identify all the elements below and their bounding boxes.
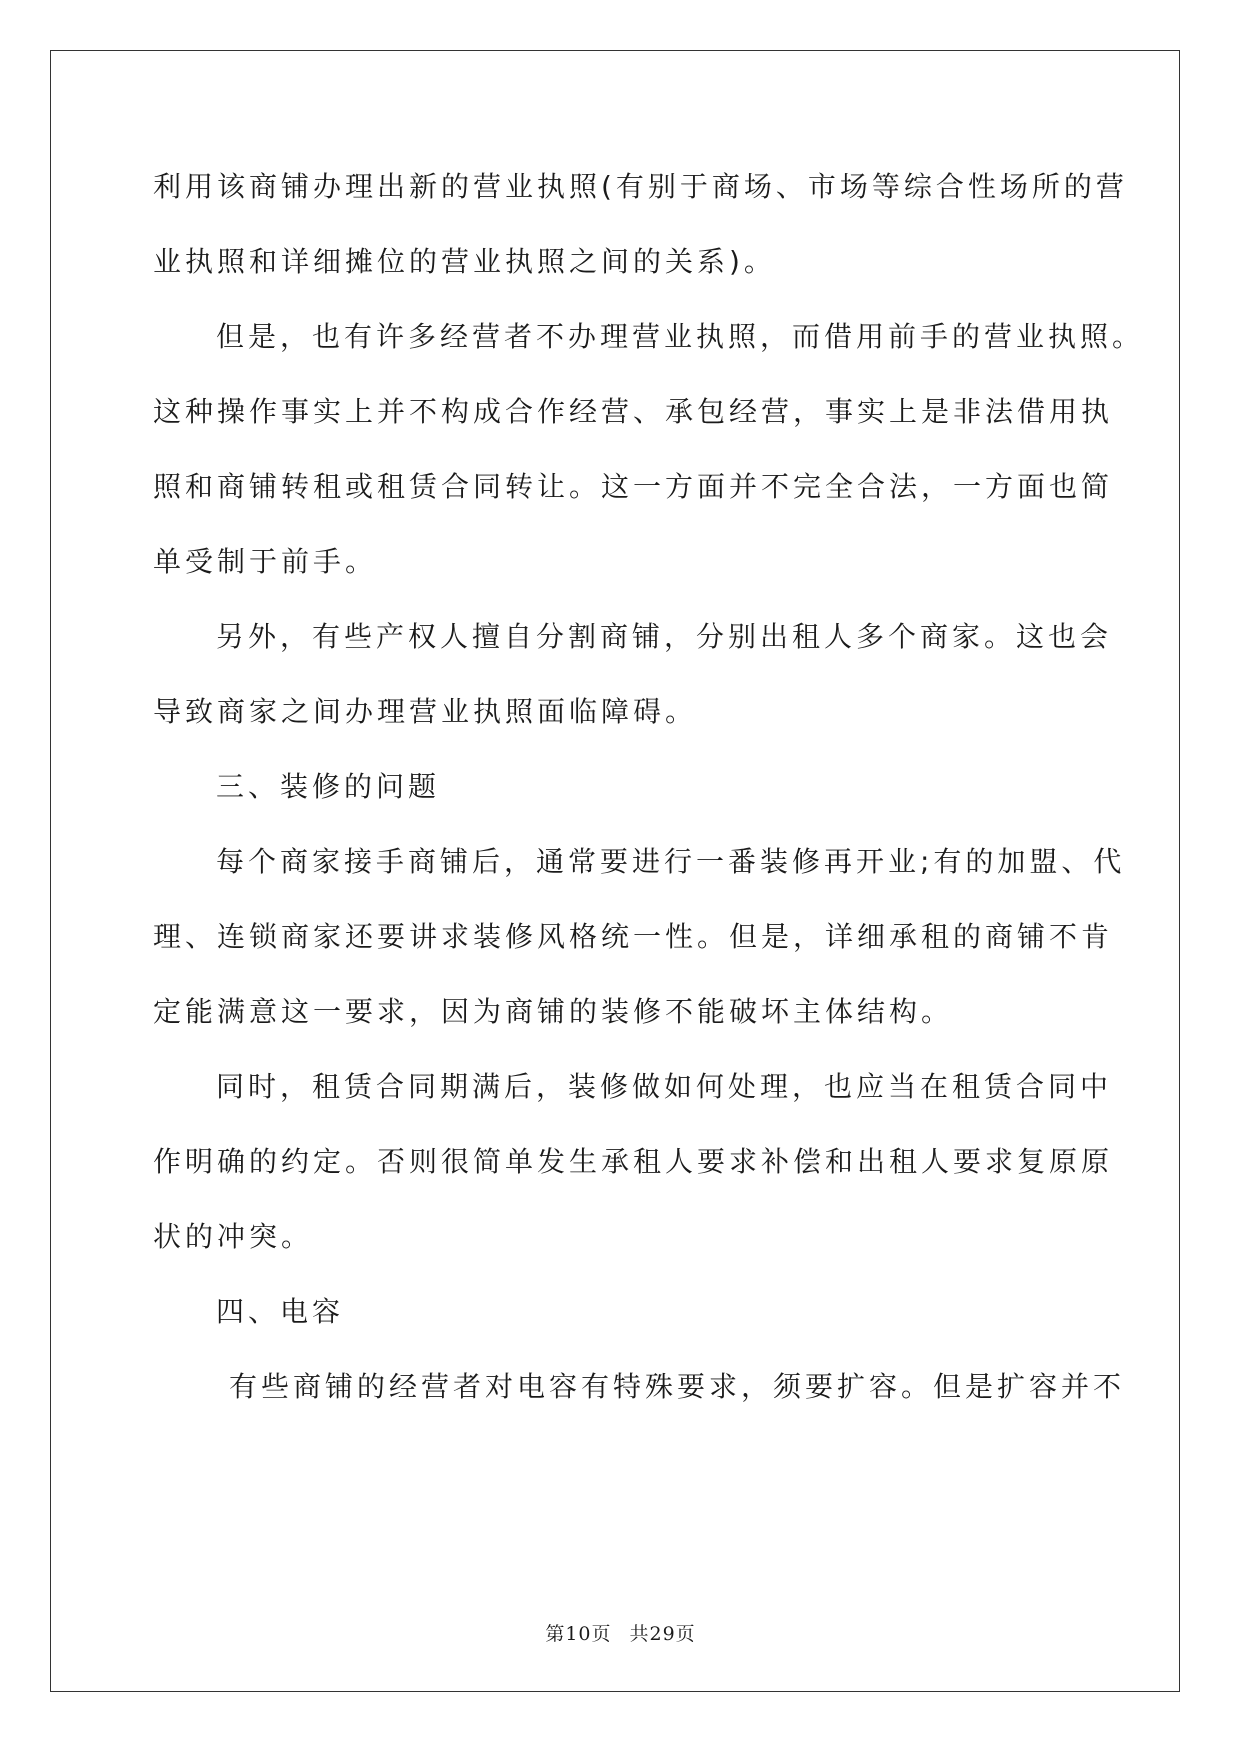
text-line: 每个商家接手商铺后，通常要进行一番装修再开业;有的加盟、代: [216, 845, 1126, 878]
page-number: 第10页: [545, 1623, 612, 1645]
text-line: 这种操作事实上并不构成合作经营、承包经营，事实上是非法借用执: [153, 395, 1114, 428]
text-line: 照和商铺转租或租赁合同转让。这一方面并不完全合法，一方面也简: [153, 470, 1114, 503]
text-line: 同时，租赁合同期满后，装修做如何处理，也应当在租赁合同中: [216, 1070, 1113, 1103]
page-total: 共29页: [629, 1623, 696, 1645]
text-line: 有些商铺的经营者对电容有特殊要求，须要扩容。但是扩容并不: [229, 1370, 1126, 1403]
text-line: 单受制于前手。: [153, 545, 378, 578]
text-line: 利用该商铺办理出新的营业执照(有别于商场、市场等综合性场所的营: [153, 170, 1128, 203]
text-line: 定能满意这一要求，因为商铺的装修不能破坏主体结构。: [153, 995, 954, 1028]
text-line: 但是，也有许多经营者不办理营业执照，而借用前手的营业执照。: [216, 320, 1145, 353]
page-footer: [0, 1619, 1241, 1646]
section-heading: 四、电容: [216, 1295, 345, 1328]
text-line: 导致商家之间办理营业执照面临障碍。: [153, 695, 698, 728]
section-heading: 三、装修的问题: [216, 770, 441, 803]
text-line: 作明确的约定。否则很简单发生承租人要求补偿和出租人要求复原原: [153, 1145, 1114, 1178]
text-line: 另外，有些产权人擅自分割商铺，分别出租人多个商家。这也会: [216, 620, 1113, 653]
text-line: 状的冲突。: [153, 1220, 314, 1253]
text-line: 理、连锁商家还要讲求装修风格统一性。但是，详细承租的商铺不肯: [153, 920, 1114, 953]
text-line: 业执照和详细摊位的营业执照之间的关系)。: [153, 245, 776, 278]
